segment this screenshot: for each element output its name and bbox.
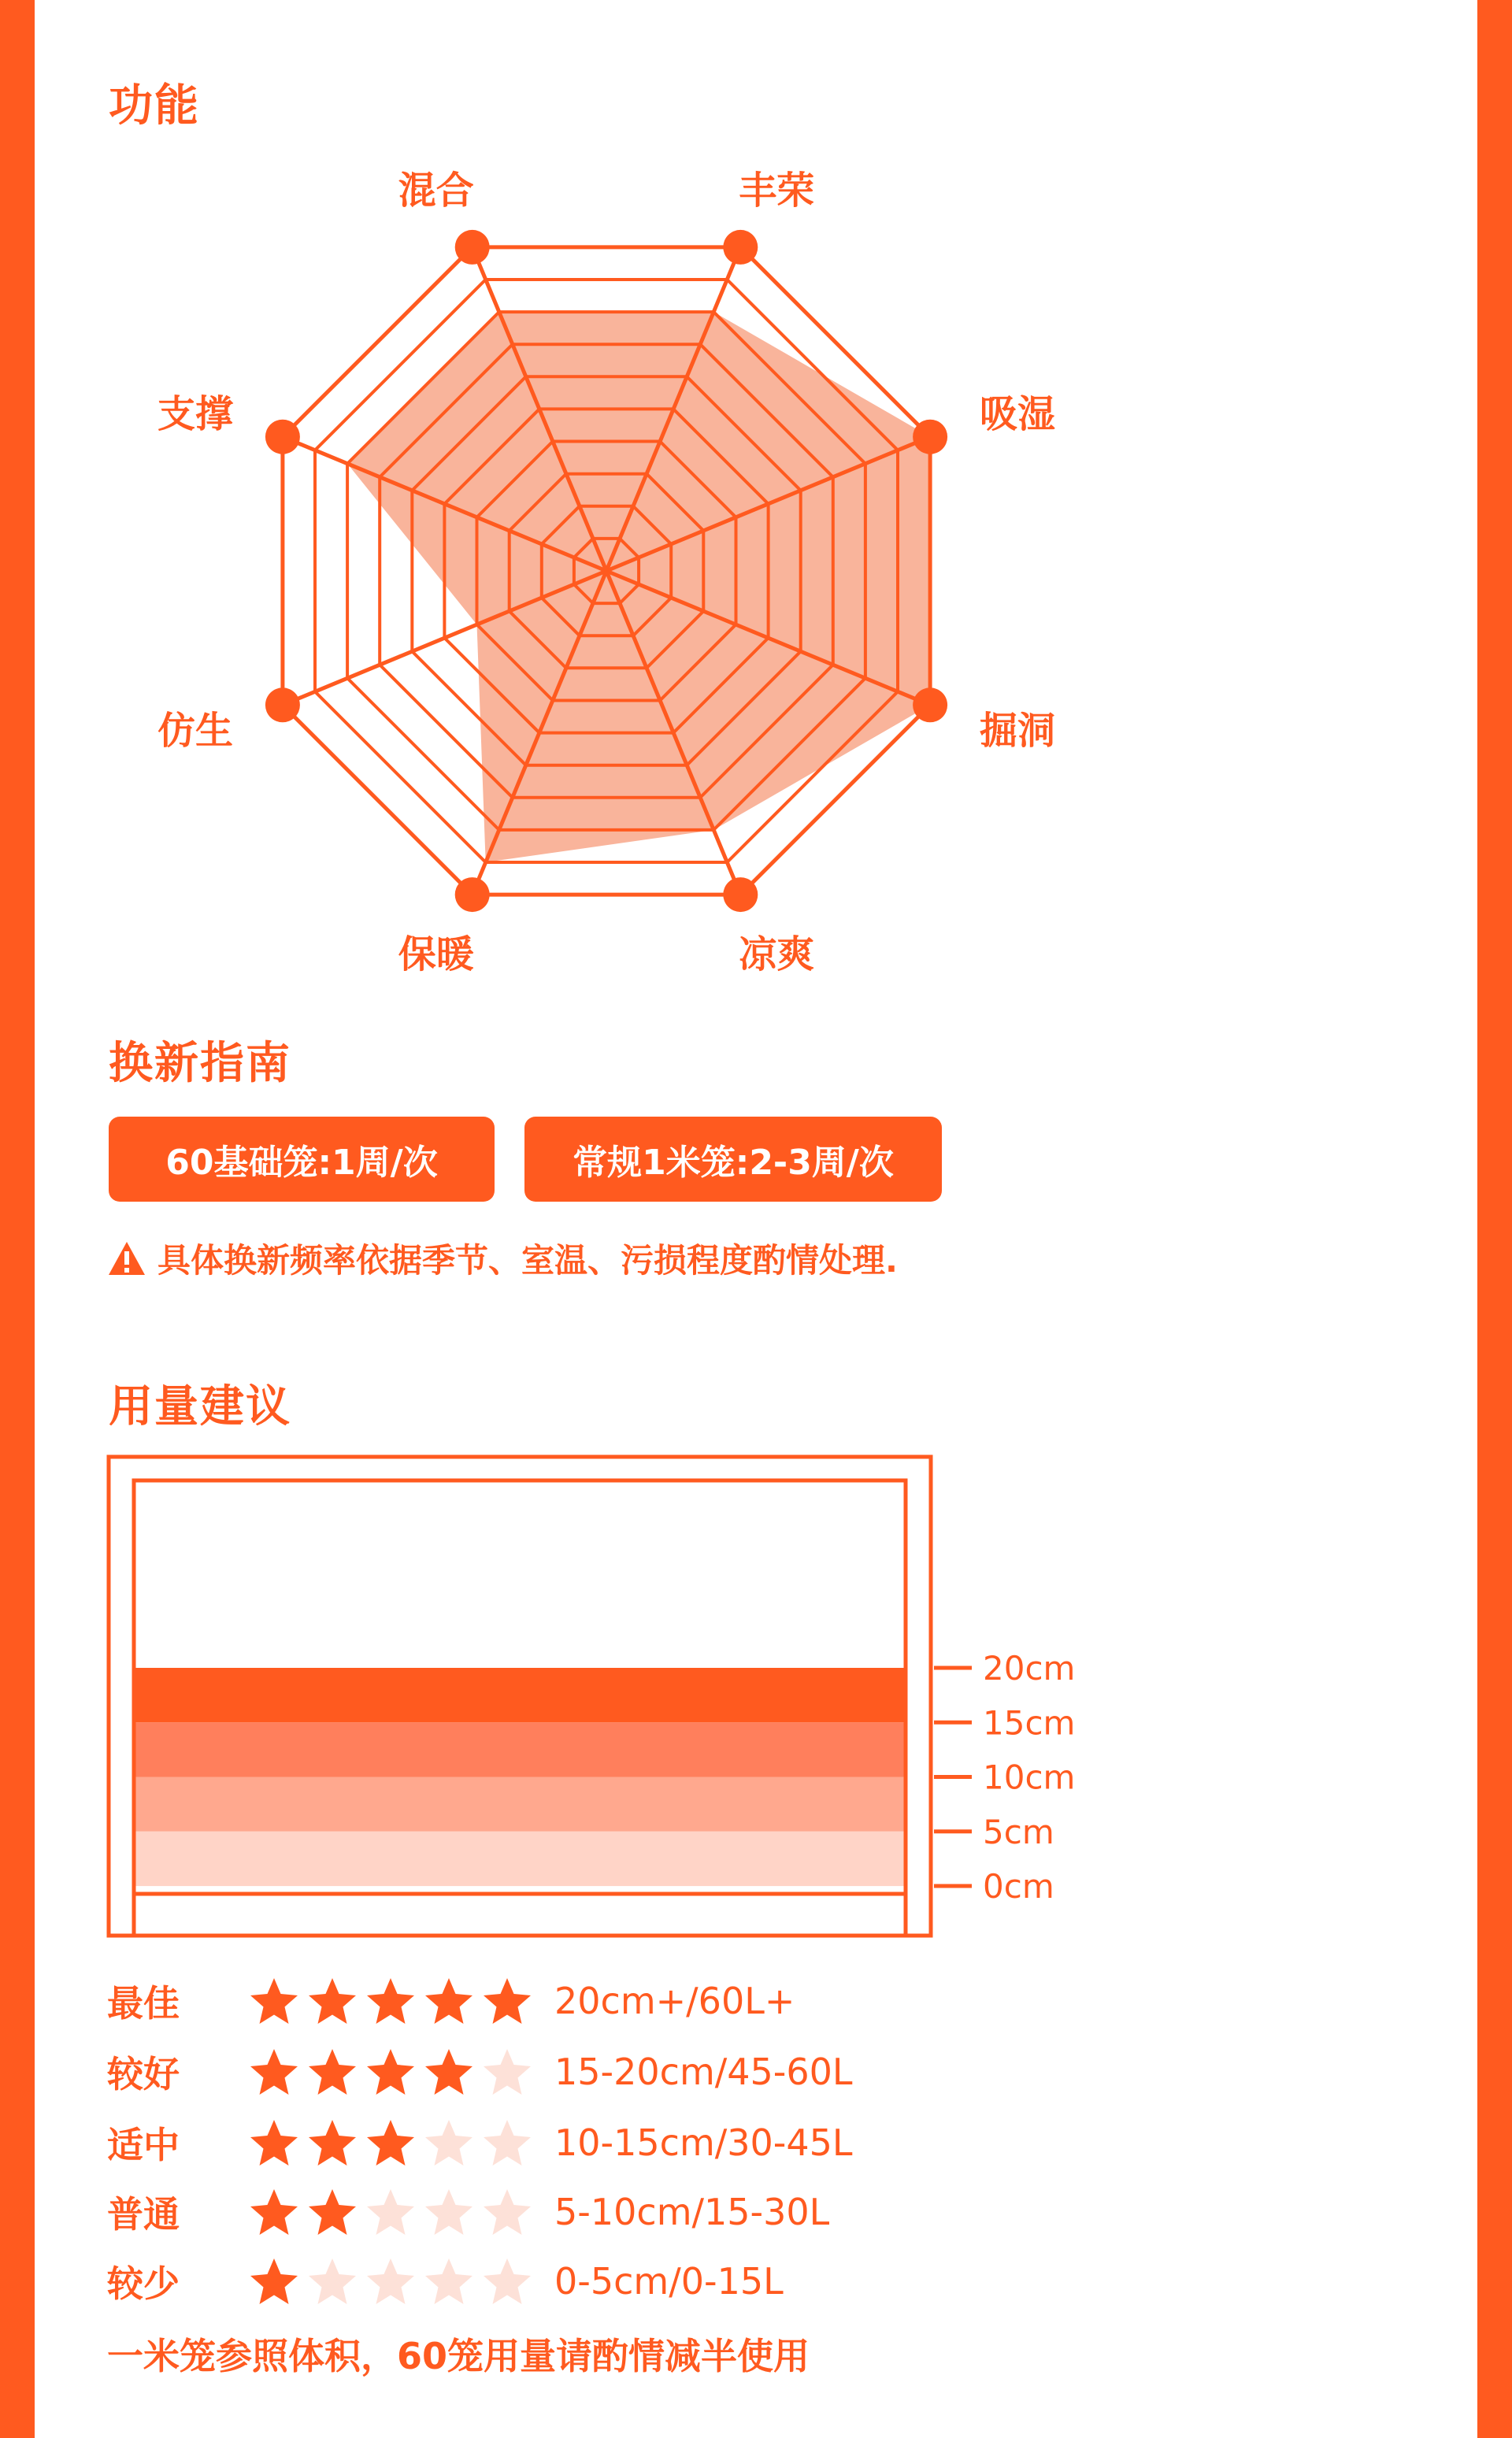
star-filled-icon [246, 2257, 302, 2306]
bedding-layer [134, 1832, 906, 1886]
rating-row [107, 1973, 795, 2029]
star-empty-icon [304, 2257, 361, 2306]
radar-vertex-dot [455, 230, 490, 265]
radar-axis-label: 掘洞 [979, 708, 1056, 753]
rating-stars [246, 2047, 554, 2096]
function-section-title: 功能 [109, 80, 200, 132]
star-filled-icon [246, 2047, 302, 2096]
star-filled-icon [304, 2047, 361, 2096]
radar-axis-label: 凉爽 [739, 932, 815, 976]
rating-stars [246, 2257, 554, 2306]
radar-vertex-dot [913, 687, 947, 722]
rating-value: 0-5cm/0-15L [554, 2260, 784, 2303]
star-filled-icon [304, 1977, 361, 2025]
radar-axis-label: 保暖 [398, 932, 474, 976]
rating-row [107, 2044, 853, 2099]
radar-axis-label: 仿生 [157, 708, 234, 753]
star-filled-icon [304, 2188, 361, 2236]
renewal-warning [107, 1235, 898, 1282]
depth-tick-label: 0cm [983, 1867, 1054, 1906]
star-filled-icon [421, 2047, 477, 2096]
usage-section-title: 用量建议 [109, 1381, 291, 1432]
rating-label: 最佳 [107, 1982, 180, 2025]
rating-row [107, 2254, 784, 2309]
bedding-layer [134, 1668, 906, 1722]
star-filled-icon [479, 1977, 536, 2025]
rating-label: 较少 [107, 2262, 180, 2305]
rating-label: 普通 [107, 2193, 180, 2236]
rating-value: 5-10cm/15-30L [554, 2191, 830, 2233]
rating-stars [246, 2118, 554, 2167]
star-filled-icon [246, 1977, 302, 2025]
rating-value: 20cm+/60L+ [554, 1980, 795, 2022]
star-empty-icon [479, 2047, 536, 2096]
function-radar-chart [110, 157, 1087, 992]
rating-row [107, 2184, 829, 2240]
radar-vertex-dot [723, 877, 758, 912]
rating-stars [246, 2188, 554, 2236]
warning-text: 具体换新频率依据季节、室温、污损程度酌情处理. [158, 1241, 898, 1280]
radar-axis-label: 丰荣 [739, 169, 815, 213]
star-empty-icon [479, 2257, 536, 2306]
rating-label: 适中 [107, 2124, 180, 2166]
renewal-pill-60-cage: 60基础笼:1周/次 [109, 1117, 495, 1202]
rating-label: 较好 [107, 2053, 180, 2095]
radar-axis-label: 支撑 [157, 392, 234, 437]
depth-tick-label: 20cm [983, 1649, 1076, 1688]
bedding-layer [134, 1777, 906, 1832]
star-empty-icon [362, 2188, 419, 2236]
star-filled-icon [421, 1977, 477, 2025]
renewal-section-title: 换新指南 [109, 1038, 291, 1089]
radar-vertex-dot [723, 230, 758, 265]
depth-tick-label: 10cm [983, 1758, 1076, 1797]
rating-stars [246, 1977, 554, 2025]
star-empty-icon [421, 2188, 477, 2236]
star-empty-icon [362, 2257, 419, 2306]
bedding-depth-diagram [102, 1449, 1126, 1953]
star-empty-icon [479, 2118, 536, 2167]
depth-tick-label: 15cm [983, 1703, 1076, 1743]
depth-tick-label: 5cm [983, 1812, 1054, 1851]
star-empty-icon [421, 2257, 477, 2306]
radar-axis-label: 混合 [398, 169, 474, 213]
usage-note: 一米笼参照体积，60笼用量请酌情减半使用 [107, 2335, 810, 2377]
rating-value: 10-15cm/30-45L [554, 2121, 853, 2164]
star-filled-icon [362, 2047, 419, 2096]
renewal-pill-1m-cage: 常规1米笼:2-3周/次 [524, 1117, 942, 1202]
star-filled-icon [246, 2188, 302, 2236]
radar-vertex-dot [913, 420, 947, 454]
radar-vertex-dot [265, 420, 300, 454]
rating-row [107, 2115, 853, 2170]
radar-axis-label: 吸湿 [979, 392, 1056, 437]
star-filled-icon [362, 1977, 419, 2025]
warning-triangle-icon [107, 1240, 146, 1276]
rating-value: 15-20cm/45-60L [554, 2051, 853, 2093]
star-filled-icon [304, 2118, 361, 2167]
star-empty-icon [421, 2118, 477, 2167]
star-empty-icon [479, 2188, 536, 2236]
radar-vertex-dot [455, 877, 490, 912]
bedding-layer [134, 1722, 906, 1777]
star-filled-icon [362, 2118, 419, 2167]
radar-vertex-dot [265, 687, 300, 722]
star-filled-icon [246, 2118, 302, 2167]
